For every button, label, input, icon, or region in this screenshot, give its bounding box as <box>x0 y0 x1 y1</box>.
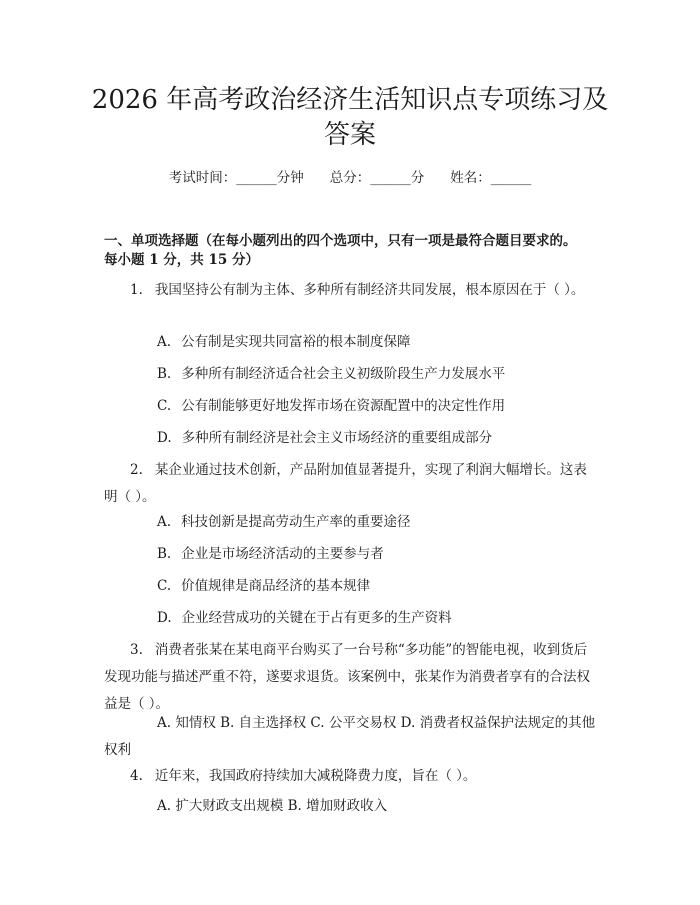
question-1 <box>104 277 600 304</box>
question-2-option-a <box>157 511 602 533</box>
question-4 <box>104 763 600 790</box>
option-text: 多种所有制经济是社会主义市场经济的重要组成部分 <box>181 430 493 446</box>
document-title-continued: 答案 <box>323 120 376 150</box>
section-heading: 一、单项选择题（在每小题列出的四个选项中，只有一项是最符合题目要求的。 <box>104 233 577 249</box>
question-number: 2. <box>130 462 143 478</box>
question-stem: 某企业通过技术创新，产品附加值显著提升，实现了利润大幅增长。这表明（ ）。 <box>104 462 587 505</box>
option-text: 公有制是实现共同富裕的根本制度保障 <box>181 334 411 350</box>
question-number: 1. <box>130 282 143 298</box>
question-1-option-d <box>157 427 602 449</box>
option-letter: C. <box>157 578 172 594</box>
total-score-field: 总分：______分 <box>329 170 425 186</box>
option-letter: A. <box>157 334 172 350</box>
option-text: 企业经营成功的关键在于占有更多的生产资料 <box>181 610 452 626</box>
option-text: 公有制能够更好地发挥市场在资源配置中的决定性作用 <box>181 398 506 414</box>
option-text: 科技创新是提高劳动生产率的重要途径 <box>181 514 411 530</box>
student-name-field: 姓名：______ <box>450 170 532 186</box>
option-letter: A. <box>157 514 172 530</box>
option-letter: D. <box>157 610 172 626</box>
question-2 <box>104 457 600 511</box>
question-2-option-b <box>157 543 602 565</box>
question-1-option-b <box>157 363 602 385</box>
question-1-option-c <box>157 395 602 417</box>
option-letter: B. <box>157 546 172 562</box>
document-title: 2026 年高考政治经济生活知识点专项练习及 <box>91 85 609 115</box>
question-2-option-d <box>157 607 602 629</box>
option-letter: B. <box>157 366 172 382</box>
question-4-options: A. 扩大财政支出规模 B. 增加财政收入 <box>157 798 388 814</box>
question-number: 3. <box>130 642 143 658</box>
question-stem: 近年来，我国政府持续加大减税降费力度，旨在（ ）。 <box>154 768 477 784</box>
option-text: 企业是市场经济活动的主要参与者 <box>181 546 384 562</box>
question-1-option-a <box>157 331 602 353</box>
question-3-options: A. 知情权 B. 自主选择权 C. 公平交易权 D. 消费者权益保护法规定的其他权利 <box>104 715 596 758</box>
exam-time-field: 考试时间：______分钟 <box>168 170 304 186</box>
option-text: 价值规律是商品经济的基本规律 <box>181 578 371 594</box>
question-3 <box>104 637 600 718</box>
question-number: 4. <box>130 768 143 784</box>
question-2-option-c <box>157 575 602 597</box>
question-stem: 消费者张某在某电商平台购买了一台号称“多功能”的智能电视，收到货后发现功能与描述严重不符，遂要求退货。该案例中，张某作为消费者享有的合法权益是（ ）。 <box>104 642 590 712</box>
question-stem: 我国坚持公有制为主体、多种所有制经济共同发展，根本原因在于（ ）。 <box>154 282 585 298</box>
exam-info-line <box>0 168 700 188</box>
option-letter: C. <box>157 398 172 414</box>
section-heading-continued: 每小题 1 分，共 15 分） <box>104 252 259 268</box>
option-text: 多种所有制经济适合社会主义初级阶段生产力发展水平 <box>181 366 506 382</box>
option-letter: D. <box>157 430 172 446</box>
